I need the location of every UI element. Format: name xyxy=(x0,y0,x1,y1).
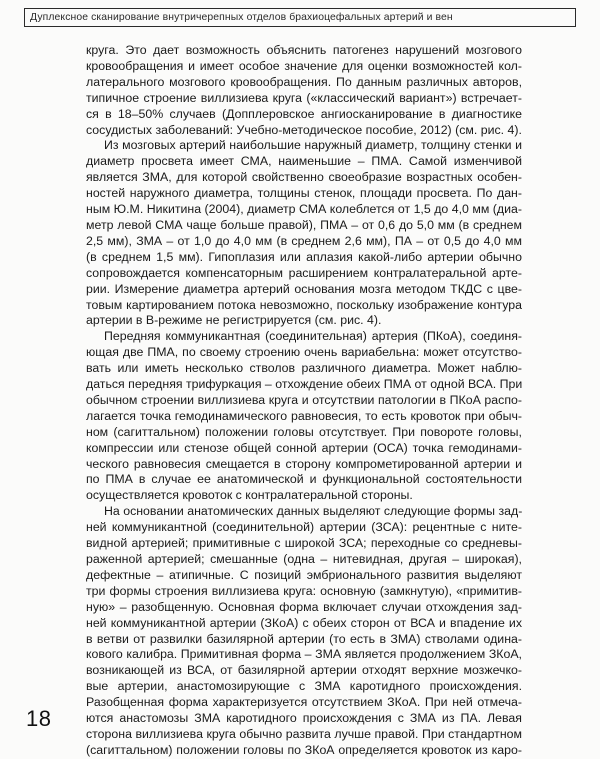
paragraph xyxy=(86,504,522,759)
text-line: артерии в В-режиме не регистрируется (см. рис. 4). xyxy=(86,313,382,328)
text-line: латерального мозгового кровообращения. По данным различных авторов, xyxy=(86,74,522,89)
text-line: даться передняя трифуркация – отхождение обеих ПМА от одной ВСА. При xyxy=(86,377,523,392)
text-line: возникающей из ВСА, от базилярной артерии отходят верхние мозжечко- xyxy=(86,663,522,678)
text-line: ся в 18–50% случаев (Допплеровское ангиосканирование в диагностике xyxy=(86,106,522,121)
text-line: ющая две ПМА, по своему строению очень вариабельна: может отсутство- xyxy=(86,345,522,360)
text-line: (в среднем 1,5 мм). Гипоплазия или аплазия какой-либо артерии обычно xyxy=(86,249,522,264)
text-line: дефектные – атипичные. С позиций эмбрионального развития выделяют xyxy=(86,567,522,582)
text-line: Разобщенная форма характеризуется отсутствием ЗКоА. При ней отмеча- xyxy=(86,695,522,710)
text-line: компрессии или стенозе общей сонной артерии (ОСА) точка гемодинами- xyxy=(86,440,522,455)
text-line: вать или иметь несколько стволов различного диаметра. Может наблю- xyxy=(86,361,522,376)
text-line: метр левой СМА чаще больше правой), ПМА – от 0,6 до 5,0 мм (в среднем xyxy=(86,217,522,232)
text-line: в ветви от развилки базилярной артерии (то есть в ЗМА) стволами одина- xyxy=(86,631,522,646)
body-text xyxy=(86,43,522,759)
text-line: три формы строения виллизиева круга: основную (замкнутую), «примитив- xyxy=(86,583,522,598)
text-line: рии. Измерение диаметра артерий основания мозга методом ТКДС с цве- xyxy=(86,281,522,296)
text-line: сторона виллизиева круга обычно развита лучше правой. При стандартном xyxy=(86,726,522,741)
text-line: ческого равновесия смещается в сторону компрометированной артерии и xyxy=(86,456,522,471)
text-line: 2,5 мм), ЗМА – от 1,0 до 4,0 мм (в среднем 2,6 мм), ПА – от 0,5 до 4,0 мм xyxy=(86,233,522,248)
text-line: ном (сагиттальном) положении головы отсутствует. При повороте головы, xyxy=(86,424,522,439)
running-header: Дуплексное сканирование внутричерепных отделов брахиоцефальных артерий и вен xyxy=(24,8,576,27)
text-line: обычном строении виллизиева круга и отсутствии патологии в ПКоА распо- xyxy=(86,392,522,407)
paragraph xyxy=(86,329,522,504)
text-line: вые артерии, анастомозирующие с ЗМА каротидного происхождения. xyxy=(86,679,522,694)
text-line: товым картированием потока невозможно, поскольку изображение контура xyxy=(86,297,522,312)
text-line: по ПМА в случае ее анатомической и функциональной состоятельности xyxy=(86,472,522,487)
text-line: (сагиттальном) положении головы по ЗКоА определяется кровоток из каро- xyxy=(86,742,522,757)
text-line: диаметр просвета имеет СМА, наименьшие – ПМА. Самой изменчивой xyxy=(86,154,522,169)
text-line: ностей наружного диаметра, толщины стенок, площади просвета. По дан- xyxy=(86,186,522,201)
text-line: ным Ю.М. Никитина (2004), диаметр СМА колеблется от 1,5 до 4,0 мм (диа- xyxy=(86,202,522,217)
text-line: лагается точка гемодинамического равновесия, то есть кровоток при обыч- xyxy=(86,408,522,423)
text-line: осуществляется кровоток с контралатеральной стороны. xyxy=(86,488,413,503)
text-line: видной артерией; примитивные с широкой ЗСА; переходные со средневы- xyxy=(86,536,522,551)
text-line: является ЗМА, для которой свойственно своеобразие возрастных особен- xyxy=(86,170,522,185)
text-line: круга. Это дает возможность объяснить патогенез нарушений мозгового xyxy=(86,43,522,57)
text-line: Из мозговых артерий наибольшие наружный диаметр, толщину стенки и xyxy=(104,138,522,153)
text-line: ную» – разобщенную. Основная форма включает случаи отхождения зад- xyxy=(86,599,522,614)
text-line: ней коммуникантной артерии (ЗКоА) с обеих сторон от ВСА и впадение их xyxy=(86,615,522,630)
text-line: Передняя коммуникантная (соединительная) артерия (ПКоА), соединя- xyxy=(104,329,522,344)
text-line: сопровождается компенсаторным расширением контралатеральной арте- xyxy=(86,265,522,280)
text-line: типичное строение виллизиева круга («классический вариант») встречает- xyxy=(86,90,522,105)
text-line: раженной артерией; смешанные (одна – нитевидная, другая – широкая), xyxy=(86,552,522,566)
text-line: ются анастомозы ЗМА каротидного происхождения с ЗМА из ПА. Левая xyxy=(86,711,522,726)
page-number: 18 xyxy=(26,706,52,731)
text-line: кового калибра. Примитивная форма – ЗМА является продолжением ЗКоА, xyxy=(86,647,522,662)
text-line: ней коммуникантной (соединительной) артерии (ЗСА): рецентные с ните- xyxy=(86,520,522,535)
paragraph xyxy=(86,43,522,138)
text-line: кровообращения и имеет особое значение для оценки возможностей кол- xyxy=(86,58,522,73)
paragraph xyxy=(86,138,522,329)
text-line: На основании анатомических данных выделяют следующие формы зад- xyxy=(104,504,523,519)
text-line: сосудистых заболеваний: Учебно-методическое пособие, 2012) (см. рис. 4). xyxy=(86,122,522,137)
